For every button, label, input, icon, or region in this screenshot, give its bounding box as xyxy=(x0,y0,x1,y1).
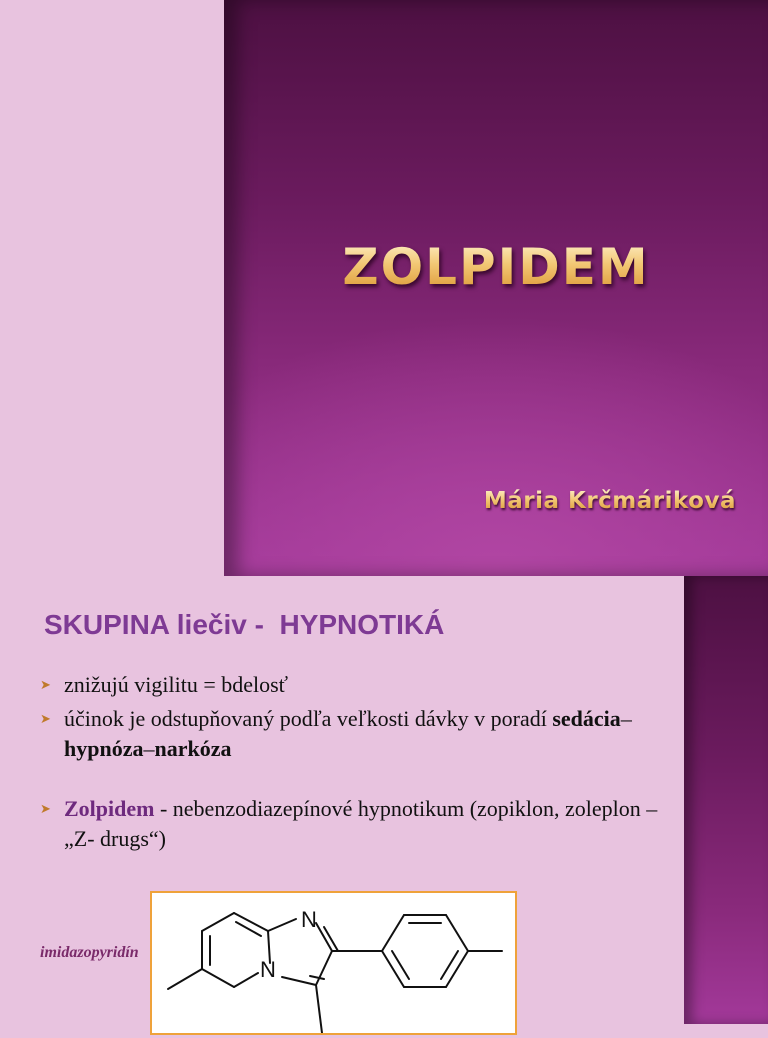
atom-label-n: N xyxy=(301,907,317,932)
content-slide xyxy=(0,576,768,1024)
double-bond xyxy=(310,976,324,979)
list-item xyxy=(40,794,670,854)
bond xyxy=(282,977,316,985)
bullet-text: znižujú vigilitu = bdelosť xyxy=(64,672,289,697)
slide-title: ZOLPIDEM xyxy=(224,238,768,296)
title-panel xyxy=(224,0,768,576)
bond xyxy=(268,919,296,931)
author-name: Mária Krčmáriková xyxy=(483,488,736,514)
bond xyxy=(446,915,468,951)
dash: – xyxy=(620,706,632,731)
atom-label-n: N xyxy=(260,957,276,982)
chemical-structure xyxy=(150,891,517,1035)
bond xyxy=(382,915,404,951)
double-bond xyxy=(441,951,458,979)
bond xyxy=(234,973,258,987)
chevron-right-icon: ➤ xyxy=(40,802,51,817)
bond xyxy=(202,969,234,987)
term-sedacia: sedácia xyxy=(552,706,621,731)
double-bond xyxy=(236,922,261,936)
bond xyxy=(202,913,234,931)
bond xyxy=(316,985,322,1033)
double-bond xyxy=(392,951,409,979)
list-item xyxy=(40,670,670,700)
bond xyxy=(446,951,468,987)
bullet-list xyxy=(40,670,670,854)
dash: – xyxy=(143,736,155,761)
bullet-text: účinok je odstupňovaný podľa veľkosti dávky v poradí xyxy=(64,706,553,731)
list-item xyxy=(40,704,670,764)
bond xyxy=(168,969,202,989)
structure-caption: imidazopyridín xyxy=(40,944,139,961)
zolpidem-structure-drawing xyxy=(152,893,515,1033)
slide-heading: SKUPINA liečiv - HYPNOTIKÁ xyxy=(44,609,445,640)
bullet-text: - nebenzodiazepínové hypnotikum (zopiklon, zoleplon – „Z- drugs“) xyxy=(64,796,658,851)
term-narkoza: narkóza xyxy=(154,736,232,761)
bond xyxy=(234,913,268,931)
term-hypnoza: hypnóza xyxy=(64,736,144,761)
chevron-right-icon: ➤ xyxy=(40,712,51,727)
chevron-right-icon: ➤ xyxy=(40,678,51,693)
decorative-strip xyxy=(684,576,768,1024)
bond xyxy=(382,951,404,987)
term-zolpidem: Zolpidem xyxy=(64,796,155,821)
